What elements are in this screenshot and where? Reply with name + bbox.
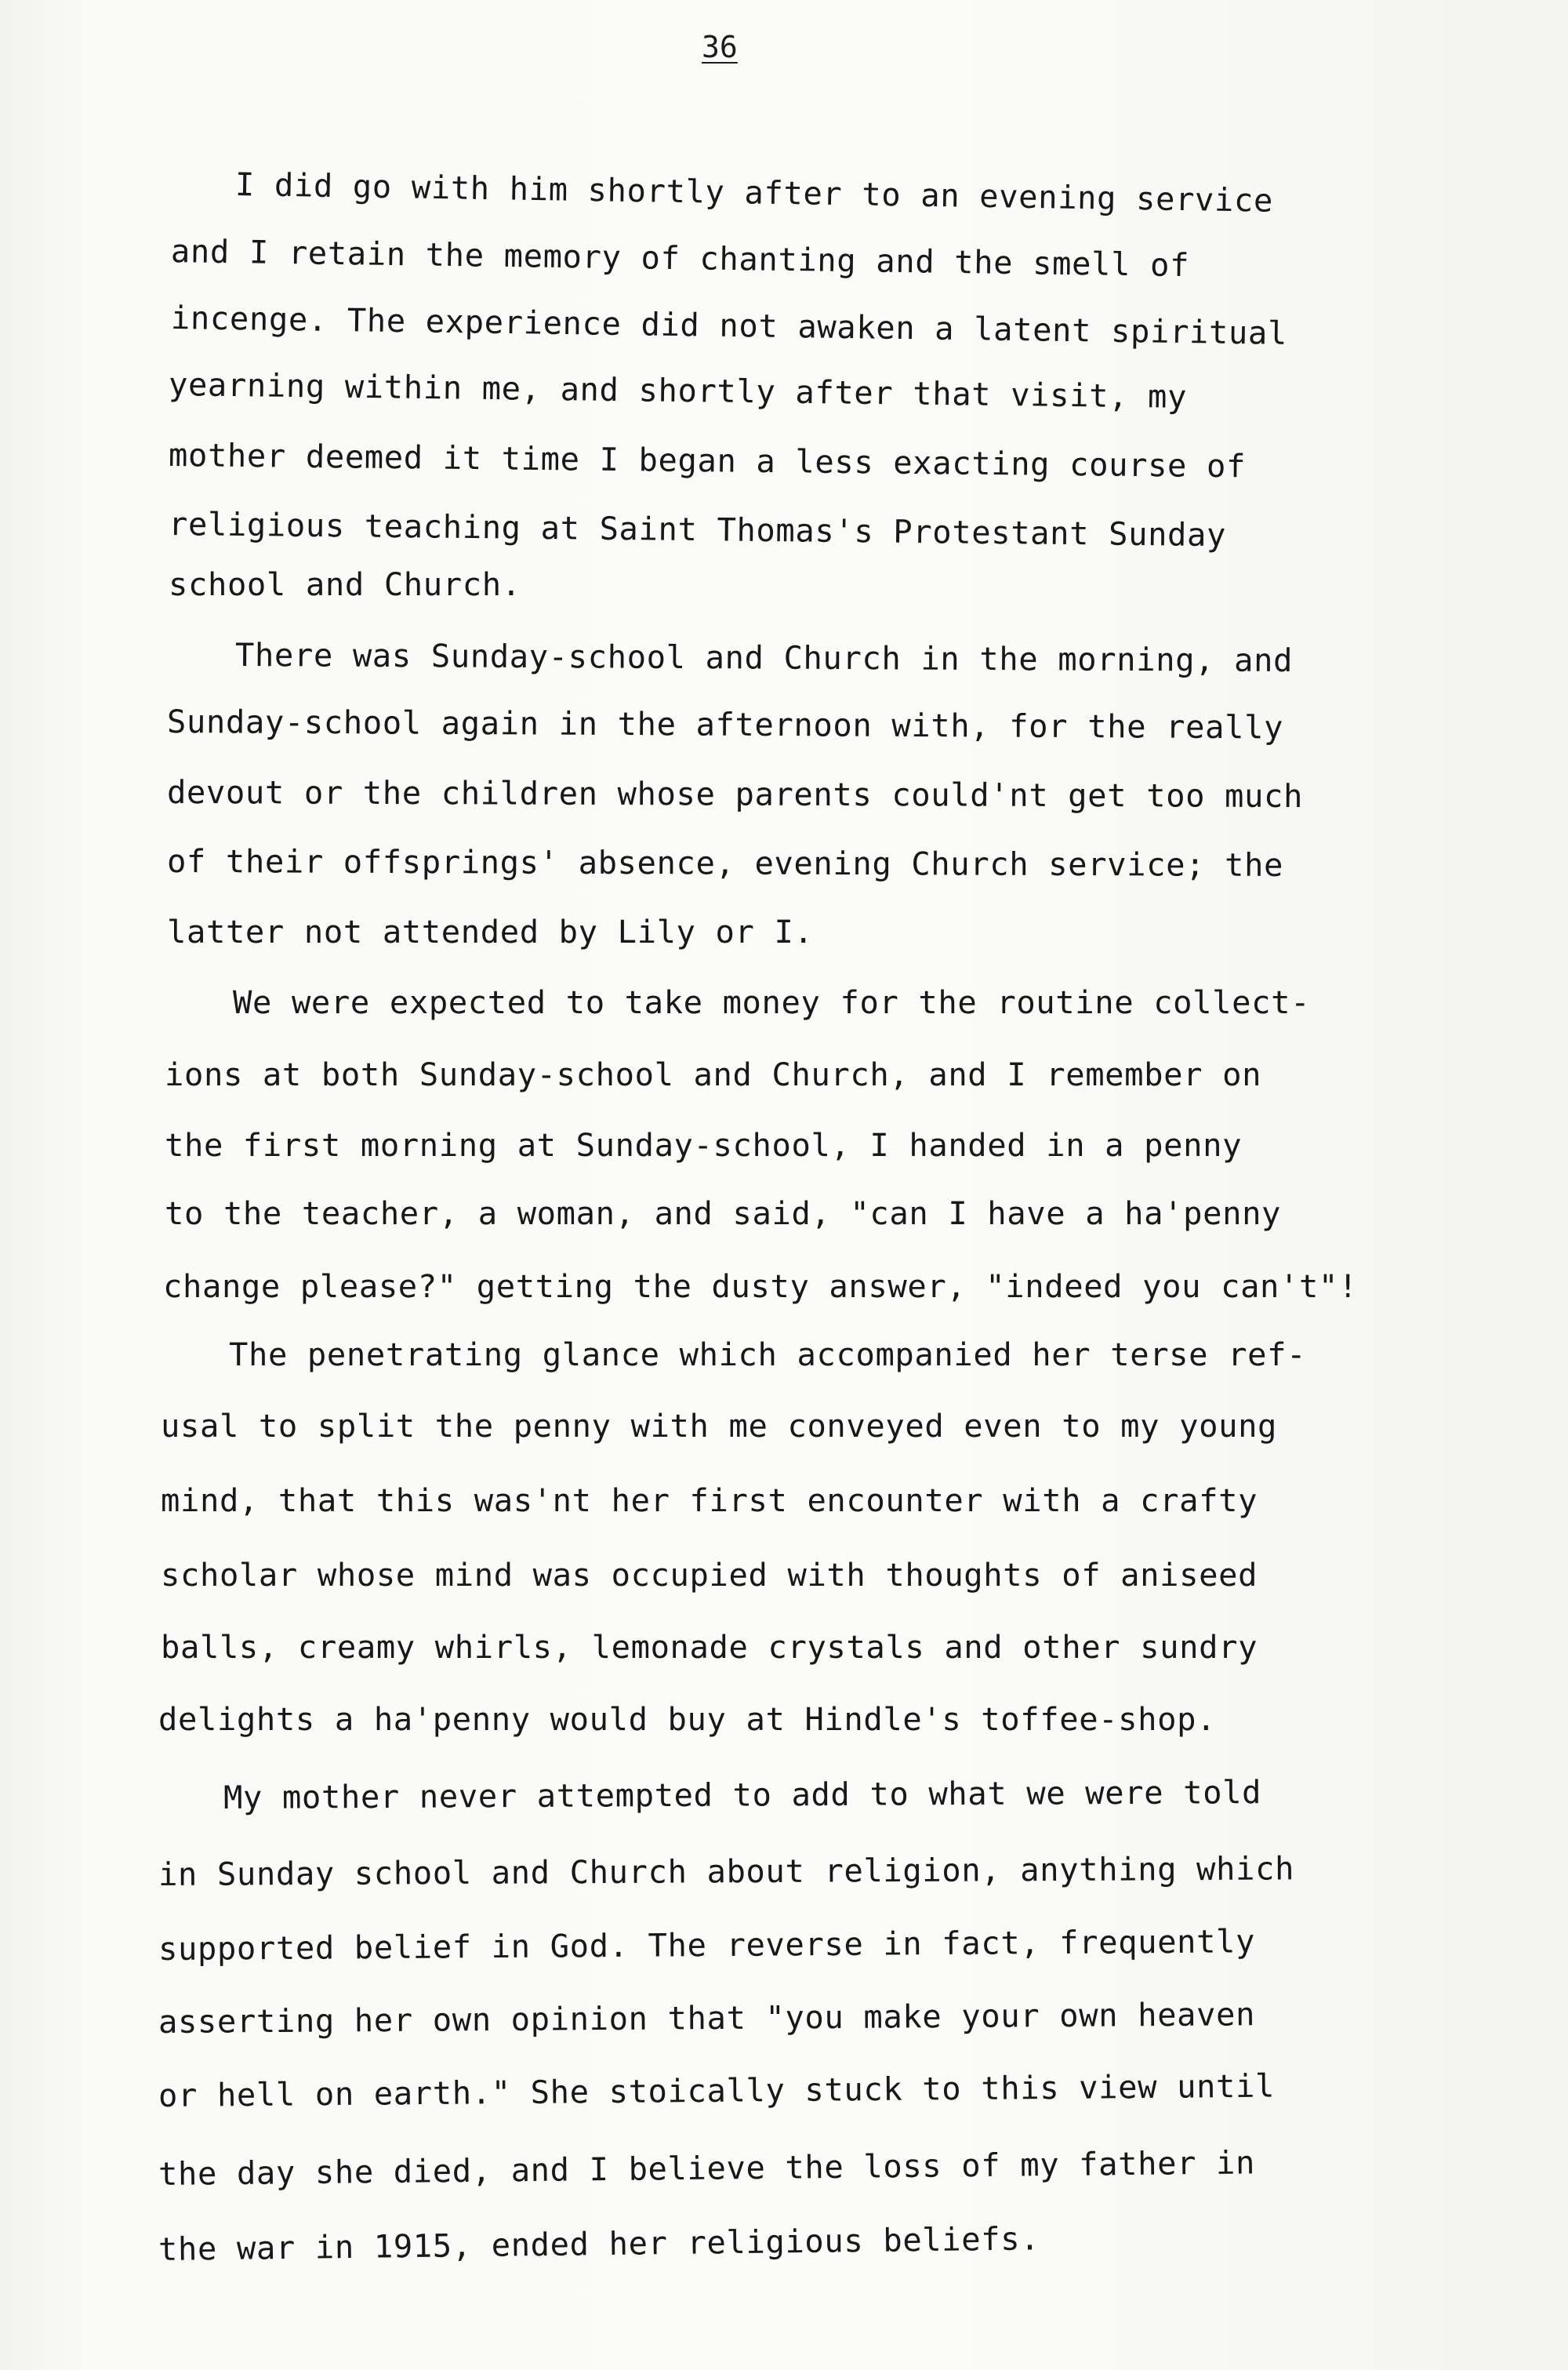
text-line: balls, creamy whirls, lemonade crystals and other sundry (161, 1628, 1258, 1666)
text-line: and I retain the memory of chanting and the smell of (170, 232, 1190, 285)
text-line: yearning within me, and shortly after that visit, my (168, 365, 1188, 416)
text-line: of their offsprings' absence, evening Church service; the (166, 842, 1284, 884)
text-line: school and Church. (169, 565, 521, 603)
text-line: scholar whose mind was occupied with thoughts of aniseed (161, 1556, 1258, 1594)
text-line: I did go with him shortly after to an evening service (234, 165, 1274, 220)
text-line: asserting her own opinion that "you make your own heaven (158, 1995, 1256, 2041)
text-line: incenge. The experience did not awaken a latent spiritual (170, 299, 1288, 352)
text-line: My mother never attempted to add to what we were told (223, 1773, 1262, 1816)
text-line: usal to split the penny with me conveyed even to my young (161, 1407, 1278, 1445)
text-line: the war in 1915, ended her religious beliefs. (158, 2219, 1040, 2268)
page-number: 36 (702, 30, 738, 64)
text-line: The penetrating glance which accompanied her terse ref- (229, 1336, 1307, 1373)
text-line: Sunday-school again in the afternoon with, for the really (166, 703, 1284, 747)
text-line: change please?" getting the dusty answer, "indeed you can't"! (163, 1267, 1358, 1305)
text-line: mind, that this was'nt her first encounter with a crafty (161, 1481, 1258, 1519)
text-line: or hell on earth." She stoically stuck to this view until (158, 2066, 1276, 2114)
text-line: the first morning at Sunday-school, I handed in a penny (165, 1126, 1243, 1164)
text-line: latter not attended by Lily or I. (167, 913, 814, 951)
text-line: supported belief in God. The reverse in fact, frequently (158, 1922, 1256, 1968)
text-line: delights a ha'penny would buy at Hindle's toffee-shop. (158, 1700, 1217, 1738)
text-line: devout or the children whose parents could'nt get too much (166, 773, 1304, 816)
text-line: in Sunday school and Church about religion, anything which (158, 1849, 1295, 1893)
text-line: There was Sunday-school and Church in the morning, and (234, 636, 1294, 680)
text-line: religious teaching at Saint Thomas's Protestant Sunday (168, 505, 1227, 554)
text-line: ions at both Sunday-school and Church, and I remember on (165, 1056, 1262, 1093)
text-line: mother deemed it time I began a less exacting course of (168, 436, 1247, 485)
text-line: the day she died, and I believe the loss of my father in (158, 2143, 1256, 2193)
text-line: We were expected to take money for the routine collect- (233, 983, 1311, 1021)
text-line: to the teacher, a woman, and said, "can I have a ha'penny (165, 1194, 1282, 1232)
